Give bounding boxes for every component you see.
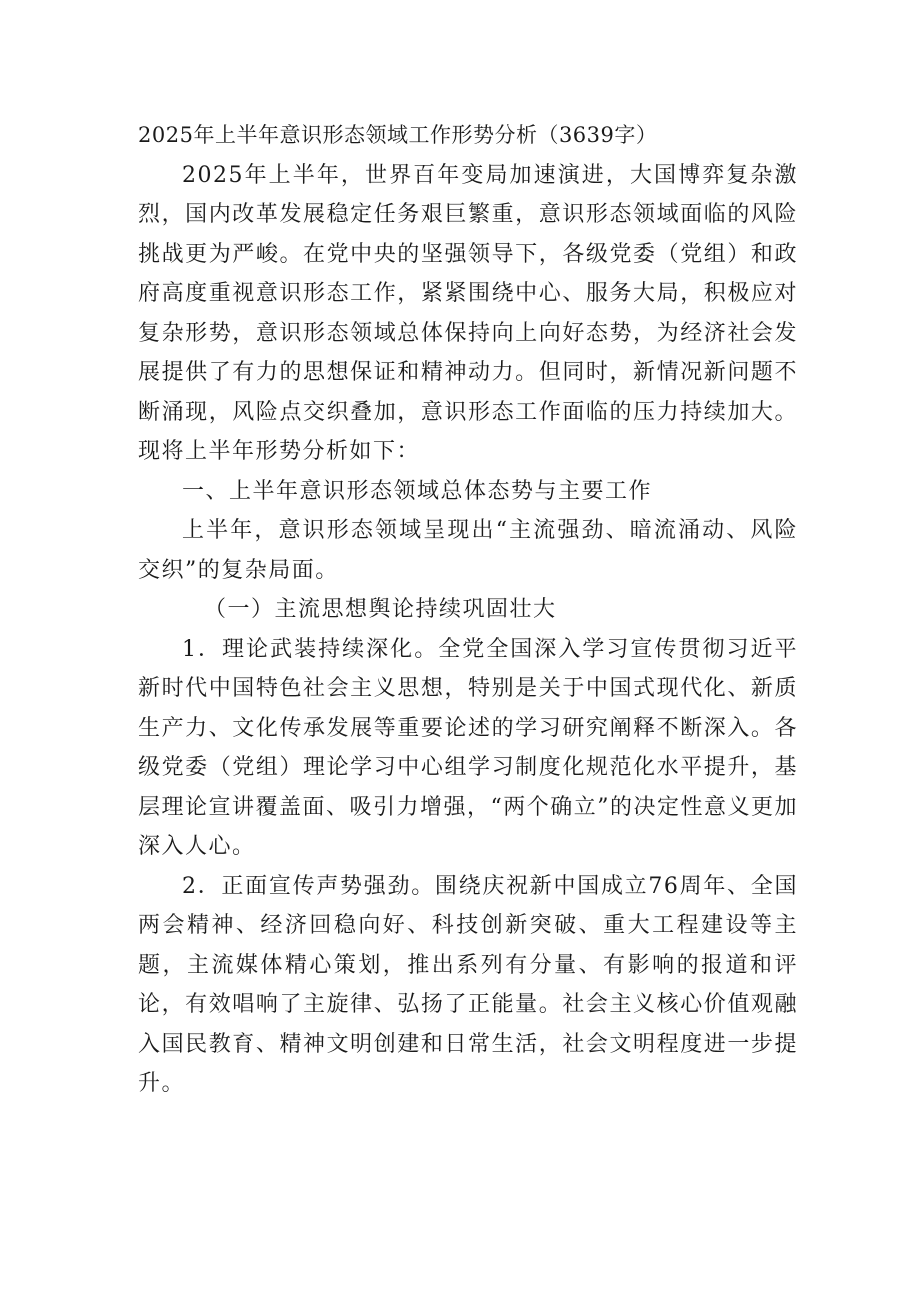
document-title: 2025年上半年意识形态领域工作形势分析（3639字） [138,123,658,147]
section-heading: 一、上半年意识形态领域总体态势与主要工作 [182,478,653,504]
section-summary-paragraph: 上半年，意识形态领域呈现出“主流强劲、暗流涌动、风险交织”的复杂局面。 [138,518,798,583]
document-body [138,116,798,1104]
intro-paragraph: 2025年上半年，世界百年变局加速演进，大国博弈复杂激烈，国内改革发展稳定任务艰巨繁重，意识形态领域面临的风险挑战更为严峻。在党中央的坚强领导下，各级党委（党组）和政府高度重视意识形态工作，紧紧围绕中心、服务大局，积极应对复杂形势，意识形态领域总体保持向上向好态势，为经济社会发展提供了有力的思想保证和精神动力。但同时，新情况新问题不断涌现，风险点交织叠加，意识形态工作面临的压力持续加大。现将上半年形势分析如下： [138,162,798,464]
subsection-heading: （一）主流思想舆论持续巩固壮大 [204,597,557,622]
item-paragraph-1: 1．理论武装持续深化。全党全国深入学习宣传贯彻习近平新时代中国特色社会主义思想，特别是关于中国式现代化、新质生产力、文化传承发展等重要论述的学习研究阐释不断深入。各级党委（党组）理论学习中心组学习制度化规范化水平提升，基层理论宣讲覆盖面、吸引力增强，“两个确立”的决定性意义更加深入人心。 [138,636,798,859]
item-paragraph-2: 2．正面宣传声势强劲。围绕庆祝新中国成立76周年、全国两会精神、经济回稳向好、科技创新突破、重大工程建设等主题，主流媒体精心策划，推出系列有分量、有影响的报道和评论，有效唱响了主旋律、弘扬了正能量。社会主义核心价值观融入国民教育、精神文明创建和日常生活，社会文明程度进一步提升。 [138,873,798,1096]
